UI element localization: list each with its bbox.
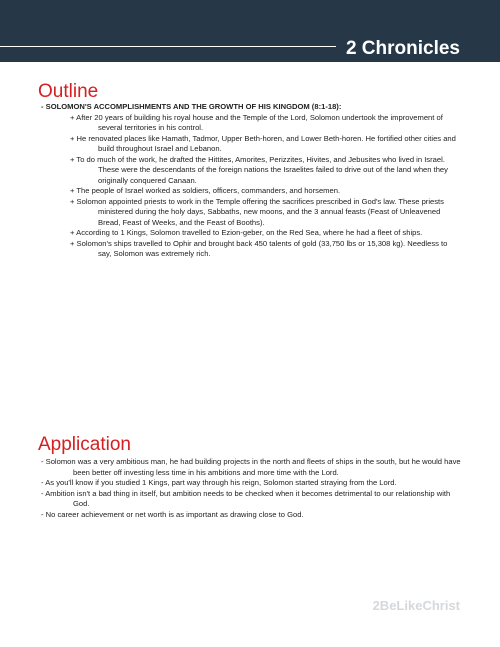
outline-point: + According to 1 Kings, Solomon travelled to Ezion-geber, on the Red Sea, where he had a fleet of ships.: [70, 228, 423, 237]
application-section: [38, 457, 462, 520]
application-point: - Solomon was a very ambitious man, he had building projects in the north and fleets of ships in the south, but he would have been better off investing less time in his ambitions and more time with the Lord.: [41, 457, 461, 477]
application-heading: Application: [38, 434, 131, 455]
outline-point: + Solomon's ships travelled to Ophir and brought back 450 talents of gold (33,750 lbs or 15,308 kg). Needless to say, Solomon was extremely rich.: [70, 238, 448, 258]
book-title: 2 Chronicles: [345, 38, 460, 59]
outline-point: + He renovated places like Hamath, Tadmor, Upper Beth-horen, and Lower Beth-horen. He fortified other cities and build throughout Israel and Lebanon.: [70, 133, 456, 153]
site-watermark: 2BeLikeChrist: [372, 598, 460, 613]
application-point: - As you'll know if you studied 1 Kings, part way through his reign, Solomon started straying from the Lord.: [41, 478, 397, 487]
outline-topic: - SOLOMON'S ACCOMPLISHMENTS AND THE GROWTH OF HIS KINGDOM (8:1-18):: [41, 102, 342, 111]
outline-point: + The people of Israel worked as soldiers, officers, commanders, and horsemen.: [70, 186, 341, 195]
application-point: - Ambition isn't a bad thing in itself, but ambition needs to be checked when it becomes detrimental to our relationship with God.: [41, 488, 451, 508]
outline-point: + To do much of the work, he drafted the Hittites, Amorites, Perizzites, Hivites, and Jebusites who lived in Israel. These were the descendants of the foreign nations the Israelites failed to drive out of the land when they originally conquered Canaan.: [70, 154, 448, 185]
outline-point: + Solomon appointed priests to work in the Temple offering the sacrifices prescribed in God's law. These priests ministered during the holy days, Sabbaths, new moons, and the 3 annual feasts (Feast of Unleavened Bread, Feast of Weeks, and the Feast of Booths).: [70, 196, 444, 227]
header-rule: [0, 46, 336, 47]
header-banner: [0, 0, 500, 62]
outline-heading: Outline: [38, 81, 99, 102]
outline-section: [38, 102, 462, 260]
application-point: - No career achievement or net worth is as important as drawing close to God.: [41, 509, 304, 519]
outline-point: + After 20 years of building his royal house and the Temple of the Lord, Solomon undertook the improvement of several territories in his control.: [70, 112, 443, 132]
